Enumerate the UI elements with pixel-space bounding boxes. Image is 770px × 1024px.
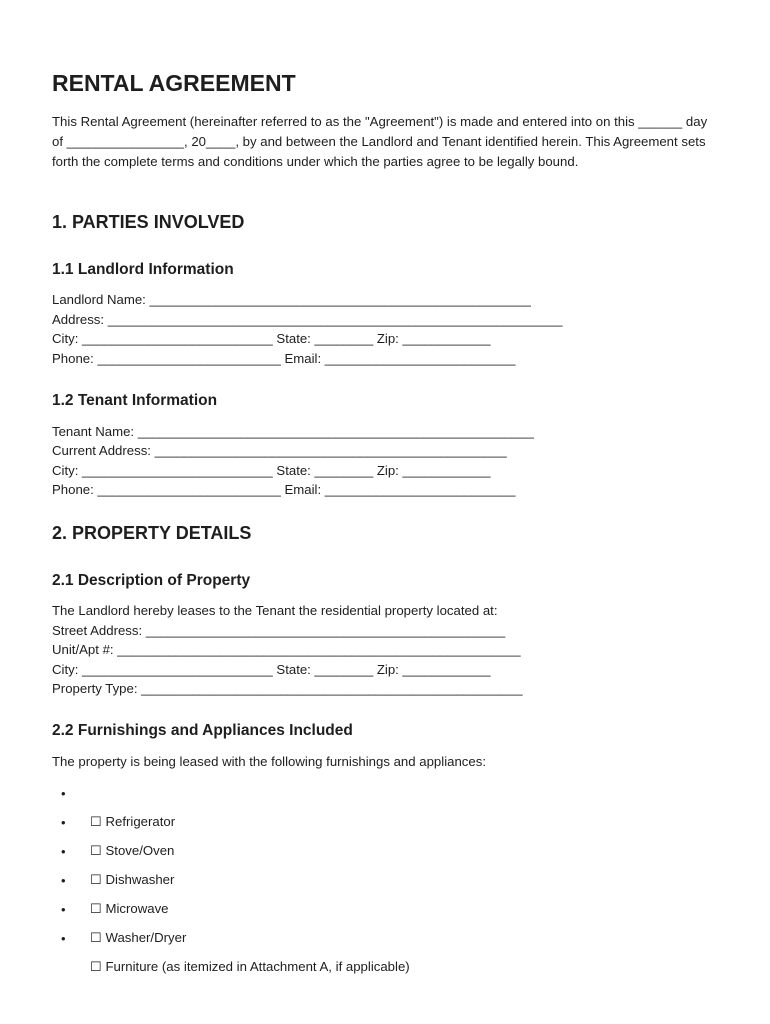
document-title: RENTAL AGREEMENT: [52, 70, 296, 96]
property-description-heading: 2.1 Description of Property: [52, 572, 251, 589]
checkbox-stove-oven[interactable]: ☐ Stove/Oven: [90, 843, 175, 858]
property-city-state-zip-field[interactable]: City: __________________________ State: ________ Zip: ____________: [52, 662, 491, 677]
bullet-icon: •: [61, 844, 66, 859]
checkbox-furniture[interactable]: ☐ Furniture (as itemized in Attachment A, if applicable): [90, 959, 410, 974]
intro-paragraph: This Rental Agreement (hereinafter referred to as the "Agreement") is made and entered into on this ______ day of ________________, 20____, by and between the Landlord and Tenant identified herein. This Agreement sets forth the complete terms and conditions under which the parties agree to be legally bound.: [52, 114, 708, 169]
tenant-info-heading: 1.2 Tenant Information: [52, 392, 218, 409]
checkbox-washer-dryer[interactable]: ☐ Washer/Dryer: [90, 930, 187, 945]
checkbox-dishwasher[interactable]: ☐ Dishwasher: [90, 872, 175, 887]
bullet-icon: •: [61, 815, 66, 830]
section-2-heading: 2. PROPERTY DETAILS: [52, 523, 252, 543]
landlord-phone-email-field[interactable]: Phone: _________________________ Email: __________________________: [52, 351, 516, 366]
landlord-city-state-zip-field[interactable]: City: __________________________ State: ________ Zip: ____________: [52, 331, 491, 346]
bullet-icon: •: [61, 786, 66, 801]
section-1-heading: 1. PARTIES INVOLVED: [52, 212, 245, 232]
tenant-phone-email-field[interactable]: Phone: _________________________ Email: __________________________: [52, 482, 516, 497]
landlord-address-field[interactable]: Address: ______________________________________________________________: [52, 312, 563, 327]
furnishings-heading: 2.2 Furnishings and Appliances Included: [52, 722, 353, 739]
tenant-address-field[interactable]: Current Address: ________________________________________________: [52, 443, 507, 458]
property-intro-text: The Landlord hereby leases to the Tenant the residential property located at:: [52, 603, 498, 618]
checkbox-refrigerator[interactable]: ☐ Refrigerator: [90, 814, 176, 829]
landlord-name-field[interactable]: Landlord Name: ____________________________________________________: [52, 292, 531, 307]
bullet-icon: •: [61, 902, 66, 917]
checkbox-microwave[interactable]: ☐ Microwave: [90, 901, 169, 916]
furnishings-intro-text: The property is being leased with the following furnishings and appliances:: [52, 754, 486, 769]
tenant-city-state-zip-field[interactable]: City: __________________________ State: ________ Zip: ____________: [52, 463, 491, 478]
landlord-info-heading: 1.1 Landlord Information: [52, 261, 234, 278]
bullet-icon: •: [61, 931, 66, 946]
bullet-icon: •: [61, 873, 66, 888]
street-address-field[interactable]: Street Address: _________________________________________________: [52, 623, 506, 638]
property-type-field[interactable]: Property Type: ____________________________________________________: [52, 681, 523, 696]
tenant-name-field[interactable]: Tenant Name: ______________________________________________________: [52, 424, 534, 439]
unit-apt-field[interactable]: Unit/Apt #: _______________________________________________________: [52, 642, 521, 657]
